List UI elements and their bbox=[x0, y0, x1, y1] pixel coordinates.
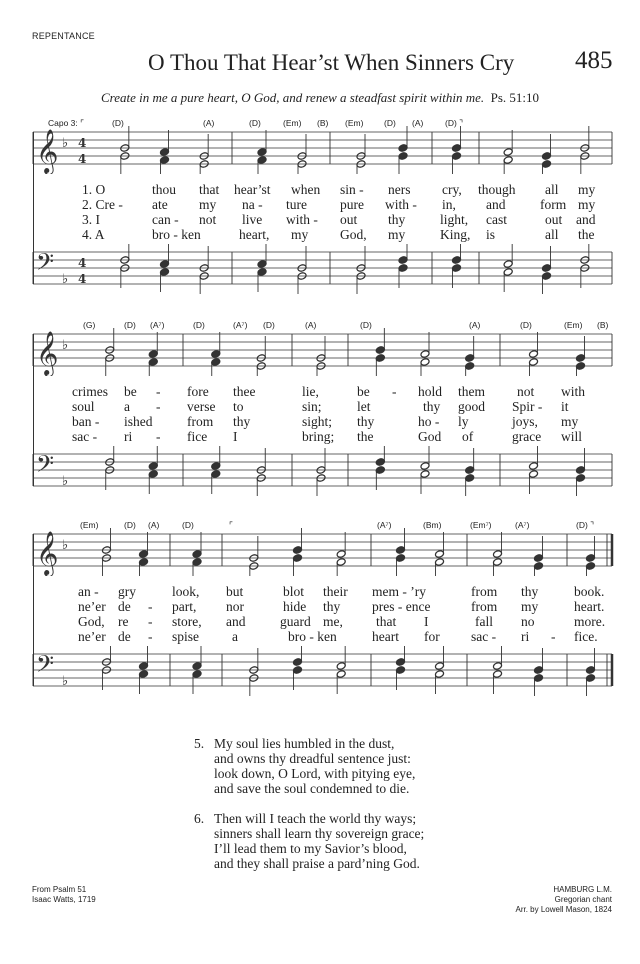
lyric-syllable: and bbox=[226, 614, 246, 629]
lyric-syllable: my bbox=[388, 227, 406, 242]
chord-symbol: (D) bbox=[249, 118, 261, 128]
lyric-syllable: - bbox=[156, 399, 161, 414]
svg-text:♭: ♭ bbox=[62, 136, 69, 151]
tune-name: HAMBURG L.M. bbox=[553, 885, 612, 894]
chord-symbol: (D) bbox=[520, 320, 532, 330]
lyric-syllable: mem - ’ry bbox=[372, 584, 426, 599]
svg-text:♭: ♭ bbox=[62, 272, 69, 287]
lyric-syllable: God bbox=[418, 429, 442, 444]
lyric-syllable: heart bbox=[372, 629, 399, 644]
lyric-syllable: thy bbox=[521, 584, 539, 599]
lyric-syllable: with - bbox=[385, 197, 417, 212]
lyric-syllable: - bbox=[148, 629, 153, 644]
bass-staff bbox=[0, 244, 640, 294]
stanza-line: look down, O Lord, with pitying eye, bbox=[214, 766, 416, 781]
lyric-syllable: - bbox=[156, 429, 161, 444]
lyric-syllable: cry, bbox=[442, 182, 462, 197]
lyric-syllable: heart. bbox=[574, 599, 605, 614]
lyric-syllable: all bbox=[545, 182, 559, 197]
bass-staff bbox=[0, 646, 640, 696]
lyric-syllable: the bbox=[357, 429, 374, 444]
epigraph-text: Create in me a pure heart, O God, and renew a steadfast spirit within me. bbox=[100, 90, 485, 105]
chord-symbol: (D) bbox=[112, 118, 124, 128]
svg-text:𝄞: 𝄞 bbox=[36, 129, 59, 173]
lyric-syllable: thy bbox=[423, 399, 441, 414]
lyric-syllable: their bbox=[323, 584, 348, 599]
svg-text:♭: ♭ bbox=[62, 338, 69, 353]
svg-text:♭: ♭ bbox=[62, 538, 69, 553]
lyric-syllable: from bbox=[471, 584, 498, 599]
lyric-syllable: sin - bbox=[340, 182, 364, 197]
system-bracket bbox=[33, 534, 34, 686]
lyric-line-verse-1 bbox=[0, 182, 640, 197]
tune-credits bbox=[516, 885, 613, 915]
chord-symbol: (D) ⌝ bbox=[445, 118, 464, 128]
lyric-syllable: fall bbox=[475, 614, 493, 629]
chord-symbol: (Em) bbox=[345, 118, 364, 128]
lyric-syllable: - bbox=[551, 629, 556, 644]
chord-symbol: (D) bbox=[263, 320, 275, 330]
chord-symbol: (A⁷) bbox=[233, 320, 248, 330]
lyric-syllable: pres - ence bbox=[372, 599, 431, 614]
lyric-syllable: sac - bbox=[471, 629, 497, 644]
lyric-line-verse-3 bbox=[0, 614, 640, 629]
chord-symbol: (Bm) bbox=[423, 520, 442, 530]
stanza-line: My soul lies humbled in the dust, bbox=[214, 736, 395, 751]
lyric-line-verse-1 bbox=[0, 584, 640, 599]
lyric-line-verse-3 bbox=[0, 414, 640, 429]
chord-symbol: ⌜ bbox=[229, 520, 233, 530]
lyric-syllable: not bbox=[517, 384, 535, 399]
lyric-syllable: 4. A bbox=[82, 227, 105, 242]
lyric-syllable: store, bbox=[172, 614, 202, 629]
chord-symbol: (B) bbox=[597, 320, 609, 330]
lyric-syllable: ban - bbox=[72, 414, 100, 429]
chord-symbol: (Em) bbox=[80, 520, 99, 530]
lyric-syllable: heart, bbox=[239, 227, 270, 242]
lyric-syllable: be bbox=[357, 384, 370, 399]
lyric-syllable: look, bbox=[172, 584, 200, 599]
treble-staff bbox=[0, 526, 640, 576]
hymn-number: 485 bbox=[575, 47, 613, 74]
lyric-syllable: thou bbox=[152, 182, 177, 197]
lyric-syllable: fore bbox=[187, 384, 209, 399]
lyric-syllable: 3. I bbox=[82, 212, 100, 227]
lyric-syllable: gry bbox=[118, 584, 136, 599]
stanza-line: sinners shall learn thy sovereign grace; bbox=[214, 826, 425, 841]
lyric-line-verse-2 bbox=[0, 399, 640, 414]
stanza-line: and they shall praise a pard’ning God. bbox=[214, 856, 420, 871]
lyric-syllable: 1. O bbox=[82, 182, 106, 197]
svg-text:𝄢: 𝄢 bbox=[36, 450, 55, 483]
lyric-syllable: when bbox=[291, 182, 321, 197]
lyric-syllable: part, bbox=[172, 599, 197, 614]
lyric-syllable: out bbox=[545, 212, 563, 227]
lyric-syllable: cast bbox=[486, 212, 507, 227]
epigraph bbox=[0, 90, 640, 106]
lyric-syllable: a bbox=[232, 629, 238, 644]
music-system-3 bbox=[0, 520, 640, 710]
additional-stanzas bbox=[194, 736, 424, 886]
lyric-syllable: and bbox=[486, 197, 506, 212]
chord-symbol: (D) bbox=[182, 520, 194, 530]
chord-symbol: (A⁷) bbox=[150, 320, 165, 330]
stanza-5 bbox=[194, 736, 424, 796]
lyric-syllable: I bbox=[424, 614, 429, 629]
lyric-syllable: ri bbox=[124, 429, 133, 444]
lyric-syllable: not bbox=[199, 212, 217, 227]
lyric-syllable: sin; bbox=[302, 399, 322, 414]
lyric-syllable: that bbox=[376, 614, 397, 629]
tune-arranger: Arr. by Lowell Mason, 1824 bbox=[515, 905, 612, 914]
music-system-2 bbox=[0, 320, 640, 510]
lyric-syllable: na - bbox=[242, 197, 263, 212]
lyric-syllable: nor bbox=[226, 599, 244, 614]
stanza-number: 6. bbox=[194, 811, 205, 826]
chord-symbol: (Em) bbox=[564, 320, 583, 330]
lyric-syllable: the bbox=[578, 227, 595, 242]
treble-staff bbox=[0, 124, 640, 174]
lyric-syllable: to bbox=[233, 399, 244, 414]
lyric-syllable: - bbox=[148, 599, 153, 614]
lyric-line-verse-4 bbox=[0, 227, 640, 242]
lyric-syllable: that bbox=[199, 182, 220, 197]
lyric-syllable: - bbox=[392, 384, 397, 399]
lyric-syllable: hear’st bbox=[234, 182, 271, 197]
lyric-syllable: 2. Cre - bbox=[82, 197, 123, 212]
lyric-syllable: from bbox=[187, 414, 214, 429]
lyric-syllable: of bbox=[462, 429, 474, 444]
lyric-syllable: ne’er bbox=[78, 599, 106, 614]
lyric-syllable: pure bbox=[340, 197, 364, 212]
lyric-syllable: live bbox=[242, 212, 263, 227]
text-credits bbox=[32, 885, 96, 905]
lyric-syllable: my bbox=[561, 414, 579, 429]
lyric-syllable: bro - ken bbox=[288, 629, 337, 644]
chord-symbol: (Em) bbox=[283, 118, 302, 128]
lyric-syllable: ture bbox=[286, 197, 307, 212]
chord-symbol: (D) bbox=[384, 118, 396, 128]
music-system-1 bbox=[0, 118, 640, 308]
lyric-syllable: soul bbox=[72, 399, 95, 414]
lyric-syllable: God, bbox=[340, 227, 367, 242]
lyric-syllable: ished bbox=[124, 414, 153, 429]
lyric-syllable: King, bbox=[440, 227, 471, 242]
lyric-syllable: book. bbox=[574, 584, 605, 599]
chord-symbol: (D) bbox=[124, 520, 136, 530]
svg-text:♭: ♭ bbox=[62, 474, 69, 489]
chord-symbol: (D) ⌝ bbox=[576, 520, 595, 530]
text-source: From Psalm 51 bbox=[32, 885, 87, 894]
svg-text:♭: ♭ bbox=[62, 674, 69, 689]
lyric-syllable: a bbox=[124, 399, 130, 414]
lyric-syllable: light, bbox=[440, 212, 469, 227]
lyric-syllable: thy bbox=[233, 414, 251, 429]
lyric-syllable: and bbox=[576, 212, 596, 227]
lyric-syllable: with - bbox=[286, 212, 318, 227]
system-bracket bbox=[33, 132, 34, 284]
chord-symbol: (D) bbox=[360, 320, 372, 330]
system-bracket bbox=[33, 334, 34, 486]
svg-text:𝄞: 𝄞 bbox=[36, 331, 59, 375]
lyric-syllable: de bbox=[118, 629, 131, 644]
lyric-syllable: re bbox=[118, 614, 129, 629]
lyric-line-verse-2 bbox=[0, 197, 640, 212]
lyric-syllable: but bbox=[226, 584, 244, 599]
lyric-syllable: let bbox=[357, 399, 371, 414]
lyric-syllable: ate bbox=[152, 197, 168, 212]
lyric-syllable: it bbox=[561, 399, 569, 414]
stanza-line: Then will I teach the world thy ways; bbox=[214, 811, 417, 826]
lyric-syllable: an - bbox=[78, 584, 99, 599]
lyric-syllable: fice. bbox=[574, 629, 598, 644]
lyric-syllable: for bbox=[424, 629, 440, 644]
lyric-syllable: bring; bbox=[302, 429, 335, 444]
lyric-syllable: thy bbox=[357, 414, 375, 429]
svg-text:𝄢: 𝄢 bbox=[36, 248, 55, 281]
treble-staff bbox=[0, 326, 640, 376]
tune-source: Gregorian chant bbox=[554, 895, 612, 904]
chord-symbol: (A) bbox=[203, 118, 215, 128]
lyric-syllable: more. bbox=[574, 614, 606, 629]
lyric-syllable: - bbox=[156, 384, 161, 399]
chord-symbol: Capo 3: ⌜ bbox=[48, 118, 85, 128]
lyric-syllable: sac - bbox=[72, 429, 98, 444]
lyric-syllable: verse bbox=[187, 399, 216, 414]
chord-symbol: (Em⁷) bbox=[470, 520, 492, 530]
lyric-syllable: Spir - bbox=[512, 399, 543, 414]
bass-staff bbox=[0, 446, 640, 496]
lyric-syllable: fice bbox=[187, 429, 208, 444]
lyric-syllable: can - bbox=[152, 212, 179, 227]
lyric-syllable: ners bbox=[388, 182, 411, 197]
lyric-syllable: joys, bbox=[512, 414, 538, 429]
lyric-syllable: hold bbox=[418, 384, 443, 399]
lyric-syllable: be bbox=[124, 384, 137, 399]
chord-symbol: (A) bbox=[469, 320, 481, 330]
lyric-line-verse-1 bbox=[0, 384, 640, 399]
lyric-syllable: my bbox=[578, 182, 596, 197]
lyric-line-verse-4 bbox=[0, 429, 640, 444]
lyric-syllable: form bbox=[540, 197, 567, 212]
chord-symbol: (A⁷) bbox=[515, 520, 530, 530]
chord-symbol: (D) bbox=[193, 320, 205, 330]
svg-text:𝄞: 𝄞 bbox=[36, 531, 59, 575]
lyric-syllable: though bbox=[478, 182, 516, 197]
lyric-syllable: from bbox=[471, 599, 498, 614]
epigraph-reference: Ps. 51:10 bbox=[490, 90, 540, 105]
svg-text:4: 4 bbox=[78, 272, 87, 286]
chord-symbol: (A) bbox=[148, 520, 160, 530]
hymn-title: O Thou That Hear’st When Sinners Cry bbox=[148, 50, 515, 75]
lyric-syllable: hide bbox=[283, 599, 307, 614]
lyric-syllable: in, bbox=[442, 197, 456, 212]
stanza-line: I’ll lead them to my Savior’s blood, bbox=[214, 841, 407, 856]
category-label: REPENTANCE bbox=[32, 31, 95, 41]
lyric-syllable: ne’er bbox=[78, 629, 106, 644]
lyric-syllable: will bbox=[561, 429, 583, 444]
lyric-syllable: all bbox=[545, 227, 559, 242]
svg-text:4: 4 bbox=[78, 136, 87, 150]
lyric-syllable: ri bbox=[521, 629, 530, 644]
lyric-syllable: lie, bbox=[302, 384, 319, 399]
chord-symbol: (D) bbox=[124, 320, 136, 330]
lyric-syllable: God, bbox=[78, 614, 105, 629]
lyric-syllable: guard bbox=[280, 614, 311, 629]
stanza-line: and owns thy dreadful sentence just: bbox=[214, 751, 411, 766]
lyric-line-verse-3 bbox=[0, 212, 640, 227]
lyric-syllable: I bbox=[233, 429, 238, 444]
lyric-syllable: good bbox=[458, 399, 485, 414]
lyric-syllable: my bbox=[521, 599, 539, 614]
lyric-syllable: is bbox=[486, 227, 496, 242]
lyric-syllable: them bbox=[458, 384, 485, 399]
chord-symbol: (B) bbox=[317, 118, 329, 128]
lyric-syllable: spise bbox=[172, 629, 199, 644]
svg-text:𝄢: 𝄢 bbox=[36, 650, 55, 683]
lyric-syllable: crimes bbox=[72, 384, 108, 399]
stanza-line: and save the soul condemned to die. bbox=[214, 781, 410, 796]
lyric-syllable: de bbox=[118, 599, 131, 614]
lyric-syllable: thy bbox=[388, 212, 406, 227]
lyric-syllable: bro - ken bbox=[152, 227, 201, 242]
svg-text:4: 4 bbox=[78, 152, 87, 166]
lyric-syllable: me, bbox=[323, 614, 343, 629]
lyric-syllable: no bbox=[521, 614, 535, 629]
chord-symbol: (G) bbox=[83, 320, 96, 330]
lyric-syllable: - bbox=[148, 614, 153, 629]
lyric-syllable: my bbox=[199, 197, 217, 212]
lyric-line-verse-4 bbox=[0, 629, 640, 644]
lyric-syllable: grace bbox=[512, 429, 542, 444]
chord-symbol: (A) bbox=[305, 320, 317, 330]
lyric-syllable: sight; bbox=[302, 414, 333, 429]
lyric-syllable: my bbox=[291, 227, 309, 242]
lyric-syllable: blot bbox=[283, 584, 305, 599]
lyric-syllable: ho - bbox=[418, 414, 440, 429]
chord-symbol: (A) bbox=[412, 118, 424, 128]
text-author: Isaac Watts, 1719 bbox=[32, 895, 96, 904]
lyric-syllable: ly bbox=[458, 414, 469, 429]
lyric-line-verse-2 bbox=[0, 599, 640, 614]
lyric-syllable: thy bbox=[323, 599, 341, 614]
chord-symbol: (A⁷) bbox=[377, 520, 392, 530]
svg-text:4: 4 bbox=[78, 256, 87, 270]
lyric-syllable: out bbox=[340, 212, 358, 227]
lyric-syllable: my bbox=[578, 197, 596, 212]
lyric-syllable: with bbox=[561, 384, 586, 399]
stanza-6 bbox=[194, 811, 424, 871]
lyric-syllable: thee bbox=[233, 384, 256, 399]
stanza-number: 5. bbox=[194, 736, 205, 751]
